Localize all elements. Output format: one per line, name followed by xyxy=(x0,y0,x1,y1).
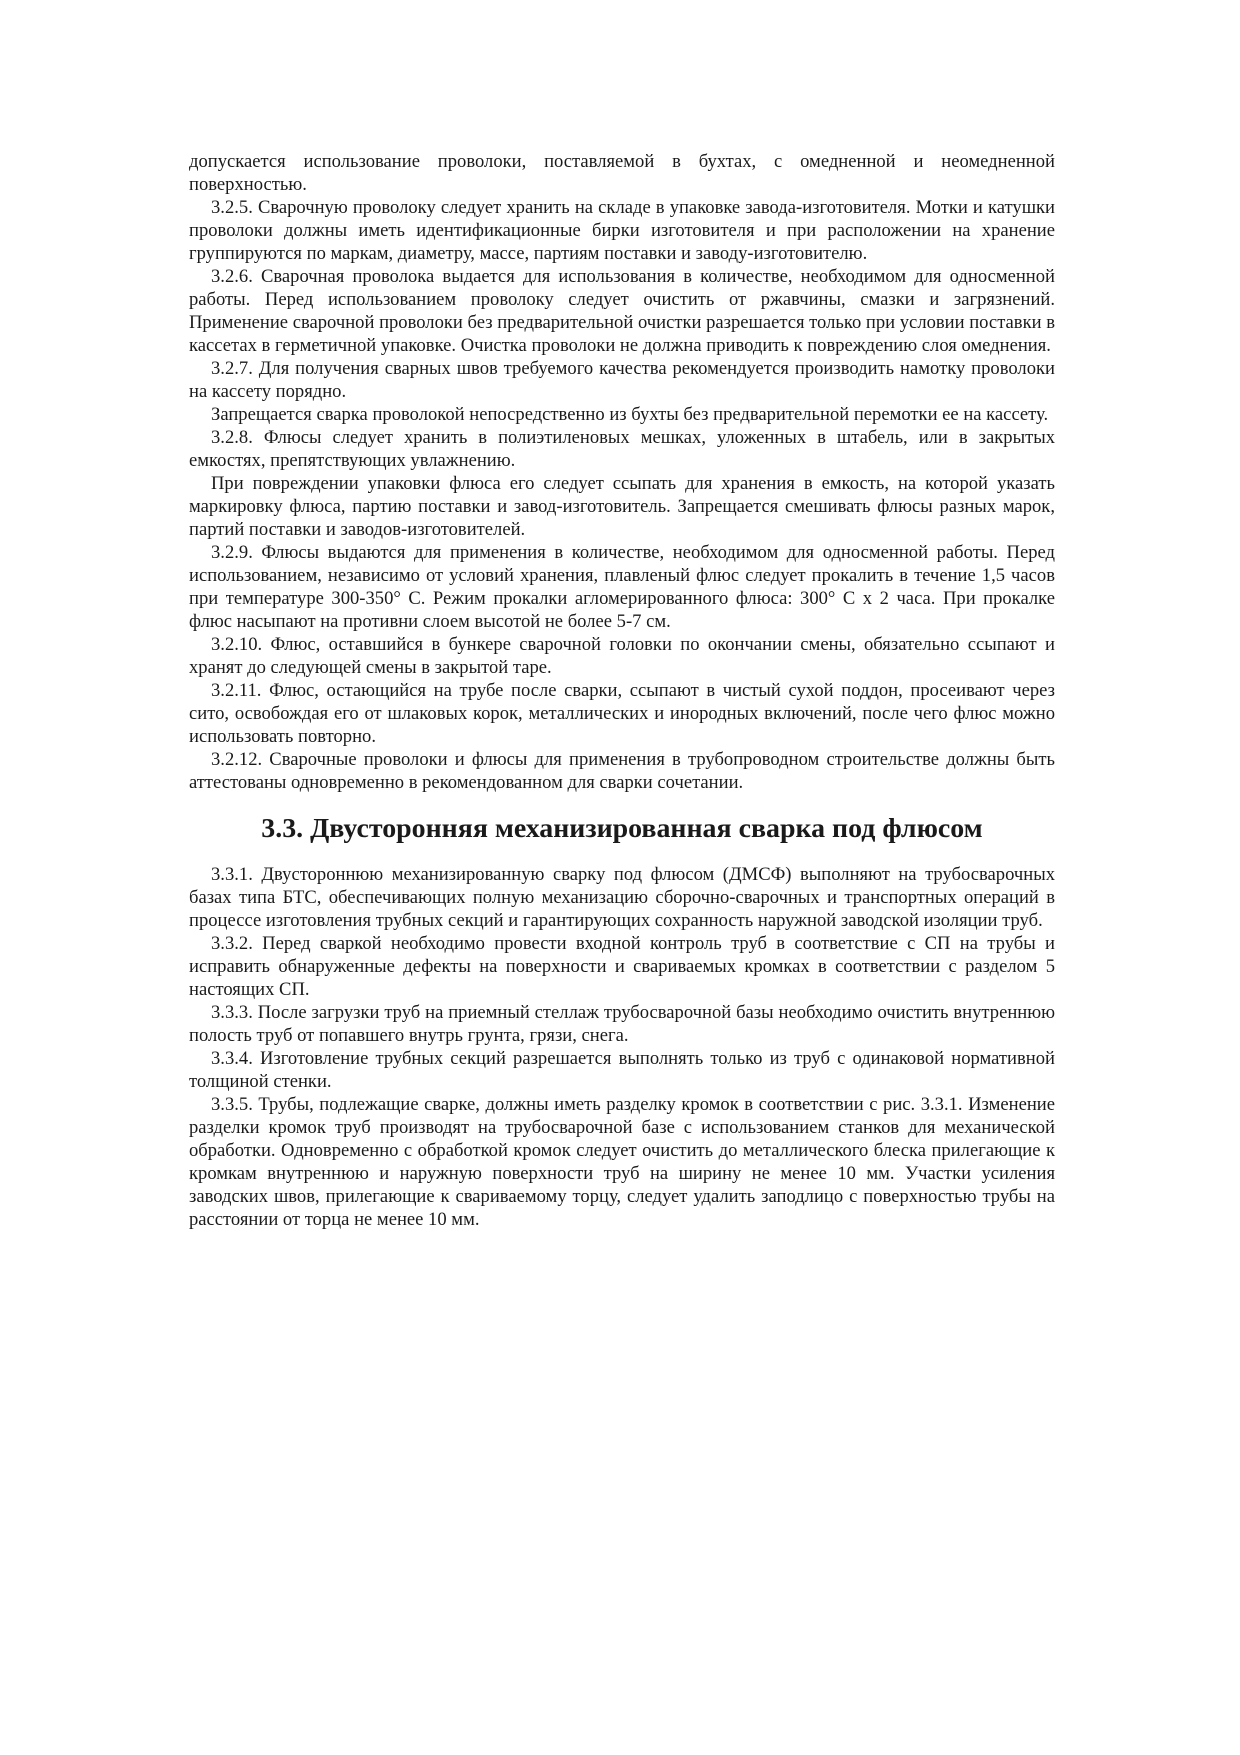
paragraph-3-2-5: 3.2.5. Сварочную проволоку следует хранить на складе в упаковке завода-изготовителя. Мотки и катушки проволоки должны иметь идентификационные бирки изготовителя и при расположении на хранение группируются по маркам, диаметру, массе, партиям поставки и заводу-изготовителю. xyxy=(189,197,1055,264)
paragraph-3-2-8: 3.2.8. Флюсы следует хранить в полиэтиленовых мешках, уложенных в штабель, или в закрытых емкостях, препятствующих увлажнению. xyxy=(189,427,1055,471)
section-heading-3-3: 3.3. Двусторонняя механизированная сварка под флюсом xyxy=(261,813,983,844)
paragraph-3-2-12: 3.2.12. Сварочные проволоки и флюсы для применения в трубопроводном строительстве должны быть аттестованы одновременно в рекомендованном для сварки сочетании. xyxy=(189,749,1055,793)
paragraph-3-2-11: 3.2.11. Флюс, остающийся на трубе после сварки, ссыпают в чистый сухой поддон, просеивают через сито, освобождая его от шлаковых корок, металлических и инородных включений, после чего флюс можно использовать повторно. xyxy=(189,680,1055,747)
paragraph-flux-packaging: При повреждении упаковки флюса его следует ссыпать для хранения в емкость, на которой указать маркировку флюса, партию поставки и завод-изготовитель. Запрещается смешивать флюсы разных марок, партий поставки и заводов-изготовителей. xyxy=(189,473,1055,540)
paragraph-continuation: допускается использование проволоки, поставляемой в бухтах, с омедненной и неомедненной поверхностью. xyxy=(189,151,1055,195)
paragraph-3-2-9: 3.2.9. Флюсы выдаются для применения в количестве, необходимом для односменной работы. Перед использованием, независимо от условий хранения, плавленый флюс следует прокалить в течение 1,5 часов при температуре 300-350° С. Режим прокалки агломерированного флюса: 300° С х 2 часа. При прокалке флюс насыпают на противни слоем высотой не более 5-7 см. xyxy=(189,542,1055,632)
paragraph-3-3-3: 3.3.3. После загрузки труб на приемный стеллаж трубосварочной базы необходимо очистить внутреннюю полость труб от попавшего внутрь грунта, грязи, снега. xyxy=(189,1002,1055,1046)
paragraph-3-2-6: 3.2.6. Сварочная проволока выдается для использования в количестве, необходимом для односменной работы. Перед использованием проволоку следует очистить от ржавчины, смазки и загрязнений. Применение сварочной проволоки без предварительной очистки разрешается только при условии поставки в кассетах в герметичной упаковке. Очистка проволоки не должна приводить к повреждению слоя омеднения. xyxy=(189,266,1055,356)
paragraph-3-3-4: 3.3.4. Изготовление трубных секций разрешается выполнять только из труб с одинаковой нормативной толщиной стенки. xyxy=(189,1048,1055,1092)
paragraph-prohibition-winding: Запрещается сварка проволокой непосредственно из бухты без предварительной перемотки ее на кассету. xyxy=(211,404,1049,425)
paragraph-3-3-1: 3.3.1. Двустороннюю механизированную сварку под флюсом (ДМСФ) выполняют на трубосварочных базах типа БТС, обеспечивающих полную механизацию сборочно-сварочных и транспортных операций в процессе изготовления трубных секций и гарантирующих сохранность наружной заводской изоляции труб. xyxy=(189,864,1055,931)
paragraph-3-3-5: 3.3.5. Трубы, подлежащие сварке, должны иметь разделку кромок в соответствии с рис. 3.3.1. Изменение разделки кромок труб производят на трубосварочной базе с использованием станков для механической обработки. Одновременно с обработкой кромок следует очистить до металлического блеска прилегающие к кромкам внутреннюю и наружную поверхности труб на ширину не менее 10 мм. Участки усиления заводских швов, прилегающие к свариваемому торцу, следует удалить заподлицо с поверхностью трубы на расстоянии от торца не менее 10 мм. xyxy=(189,1094,1055,1230)
document-page xyxy=(189,150,1055,1231)
paragraph-3-2-10: 3.2.10. Флюс, оставшийся в бункере сварочной головки по окончании смены, обязательно ссыпают и хранят до следующей смены в закрытой таре. xyxy=(189,634,1055,678)
paragraph-3-2-7: 3.2.7. Для получения сварных швов требуемого качества рекомендуется производить намотку проволоки на кассету порядно. xyxy=(189,358,1055,402)
paragraph-3-3-2: 3.3.2. Перед сваркой необходимо провести входной контроль труб в соответствие с СП на трубы и исправить обнаруженные дефекты на поверхности и свариваемых кромках в соответствии с разделом 5 настоящих СП. xyxy=(189,933,1055,1000)
